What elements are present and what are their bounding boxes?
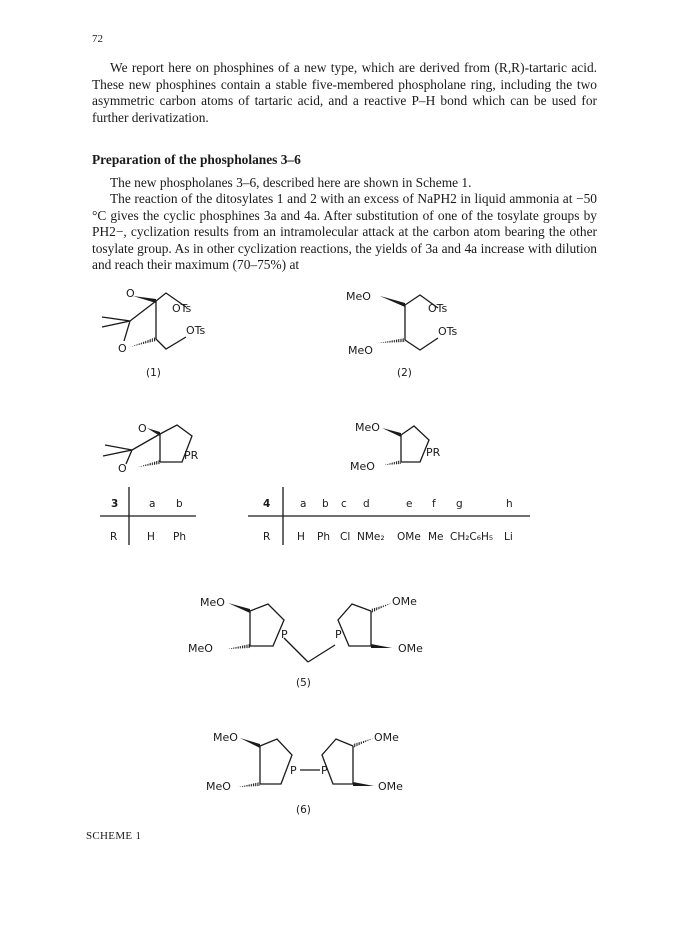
c6-ome-bottom-label: OMe bbox=[378, 780, 403, 793]
paragraph-2-text: The new phospholanes 3–6, described here are shown in Scheme 1. bbox=[110, 175, 472, 190]
c1-o-bottom-label: O bbox=[118, 342, 127, 355]
c5-p-right-label: P bbox=[335, 628, 342, 641]
page-number: 72 bbox=[92, 33, 103, 45]
table3-compound: 3 bbox=[111, 498, 119, 510]
table4-letter-g: g bbox=[456, 498, 463, 510]
table4-value-a: H bbox=[297, 531, 305, 543]
table4-letter-b: b bbox=[322, 498, 329, 510]
c6-p-right-label: P bbox=[321, 764, 328, 777]
compound-4-structure bbox=[382, 426, 429, 465]
compound-3-structure bbox=[103, 425, 192, 467]
c4-meo-bottom-label: MeO bbox=[350, 460, 375, 473]
c2-ots-bottom-label: OTs bbox=[438, 325, 458, 338]
table4-value-h: Li bbox=[504, 531, 513, 543]
table3-letter-b: b bbox=[176, 498, 183, 510]
compound-5-structure bbox=[227, 603, 392, 662]
c2-ots-top-label: OTs bbox=[428, 302, 448, 315]
table4-letter-c: c bbox=[341, 498, 347, 510]
c4-pr-label: PR bbox=[426, 446, 441, 459]
c1-ots-top-label: OTs bbox=[172, 302, 192, 315]
compound-1-label: (1) bbox=[146, 367, 161, 379]
c3-pr-label: PR bbox=[184, 449, 199, 462]
table4-letter-e: e bbox=[406, 498, 413, 510]
c5-ome-top-label: OMe bbox=[392, 595, 417, 608]
table4-value-g: CH₂C₆H₅ bbox=[450, 531, 494, 543]
compound-5-label: (5) bbox=[296, 677, 311, 689]
c1-o-top-label: O bbox=[126, 287, 135, 300]
compound-6-structure bbox=[238, 738, 374, 787]
scheme-caption: SCHEME 1 bbox=[86, 830, 142, 842]
section-heading: Preparation of the phospholanes 3–6 bbox=[92, 152, 301, 167]
c3-o-top-label: O bbox=[138, 422, 147, 435]
c4-meo-top-label: MeO bbox=[355, 421, 380, 434]
c5-meo-bottom-label: MeO bbox=[188, 642, 213, 655]
compound-6-label: (6) bbox=[296, 804, 311, 816]
table4-value-f: Me bbox=[428, 531, 444, 543]
c2-meo-top-label: MeO bbox=[346, 290, 371, 303]
table3-row-label: R bbox=[110, 531, 118, 543]
c1-ots-bottom-label: OTs bbox=[186, 324, 206, 337]
compound-2-label: (2) bbox=[397, 367, 412, 379]
c6-meo-bottom-label: MeO bbox=[206, 780, 231, 793]
table3-value-a: H bbox=[147, 531, 155, 543]
table4-letter-a: a bbox=[300, 498, 307, 510]
c5-meo-top-label: MeO bbox=[200, 596, 225, 609]
table3-letter-a: a bbox=[149, 498, 156, 510]
c6-p-left-label: P bbox=[290, 764, 297, 777]
paragraph-3-text: The reaction of the ditosylates 1 and 2 with an excess of NaPH2 in liquid ammonia at −50 °C gives the cyclic phosphines 3a and 4a. After substitution of one of the tosylate groups by PH2−, cyclization results from an intramolecular attack at the carbon atom bearing the other tosylate group. As in other cyclization reactions, the yields of 3a and 4a increase with dilution and reach their maximum (70–75%) at bbox=[92, 191, 597, 273]
table4-value-c: Cl bbox=[340, 531, 351, 543]
table4-row-label: R bbox=[263, 531, 271, 543]
table4-letter-h: h bbox=[506, 498, 513, 510]
table4-value-d: NMe₂ bbox=[357, 531, 385, 543]
table4-letter-d: d bbox=[363, 498, 370, 510]
table4-compound: 4 bbox=[263, 498, 271, 510]
c5-p-left-label: P bbox=[281, 628, 288, 641]
c5-ome-bottom-label: OMe bbox=[398, 642, 423, 655]
intro-paragraph-text: We report here on phosphines of a new type, which are derived from (R,R)-tartaric acid. These new phosphines contain a stable five-membered phospholane ring, including the two asymmetric carbon atoms of tartaric acid, and a reactive P–H bond which can be used for further derivatization. bbox=[92, 60, 597, 125]
c3-o-bottom-label: O bbox=[118, 462, 127, 475]
table4-value-b: Ph bbox=[317, 531, 330, 543]
c6-ome-top-label: OMe bbox=[374, 731, 399, 744]
table3-value-b: Ph bbox=[173, 531, 186, 543]
table4-value-e: OMe bbox=[397, 531, 421, 543]
c2-meo-bottom-label: MeO bbox=[348, 344, 373, 357]
table4-letter-f: f bbox=[432, 498, 436, 510]
c6-meo-top-label: MeO bbox=[213, 731, 238, 744]
